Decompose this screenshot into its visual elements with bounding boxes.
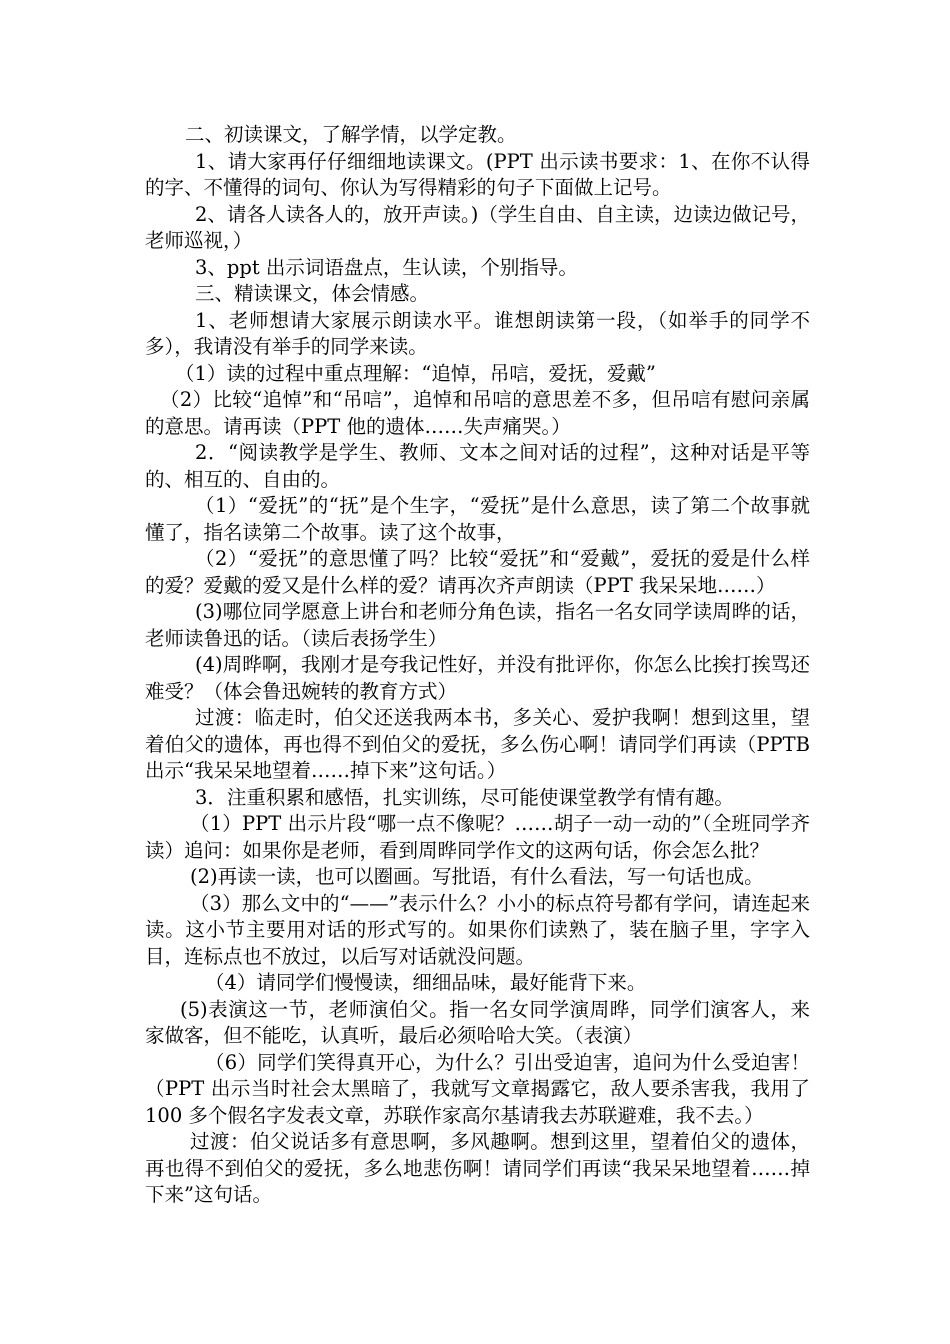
paragraph: （3）那么文中的“——”表示什么？小小的标点符号都有学问，请连起来读。这小节主要用对话的形式写的。如果你们读熟了，装在脑子里，字字入目，连标点也不放过，以后写对话就没问题。: [145, 891, 810, 968]
paragraph: 3、ppt 出示词语盘点，生认读，个别指导。: [195, 255, 578, 279]
paragraph: 2、请各人读各人的，放开声读。)（学生自由、自主读，边读边做记号，老师巡视，）: [145, 202, 810, 252]
paragraph: 1、老师想请大家展示朗读水平。谁想朗读第一段，（如举手的同学不多），我请没有举手的同学来读。: [145, 308, 810, 358]
paragraph: （1）读的过程中重点理解：“追悼，吊唁，爱抚，爱戴”: [175, 361, 656, 385]
paragraph: (5)表演这一节，老师演伯父。指一名女同学演周晔，同学们演客人，来家做客，但不能吃，认真听，最后必须哈哈大笑。（表演）: [145, 997, 810, 1047]
section-heading: 二、初读课文，了解学情，以学定教。: [185, 123, 517, 146]
paragraph: 1、请大家再仔仔细细地读课文。(PPT 出示读书要求：1、在你不认得的字、不懂得的词句、你认为写得精彩的句子下面做上记号。: [145, 149, 810, 199]
paragraph: （1）PPT 出示片段“哪一点不像呢？……胡子一动一动的”（全班同学齐读）追问：如果你是老师，看到周晔同学作文的这两句话，你会怎么批？: [145, 812, 810, 862]
paragraph: （2）比较“追悼”和“吊唁”，追悼和吊唁的意思差不多，但吊唁有慰问亲属的意思。请再读（PPT 他的遗体……失声痛哭。）: [145, 388, 810, 438]
paragraph: （4）请同学们慢慢读，细细品味，最好能背下来。: [205, 971, 647, 994]
section-heading: 三、精读课文，体会情感。: [195, 282, 430, 305]
paragraph: 过渡：临走时，伯父还送我两本书，多关心、爱护我啊！想到这里，望着伯父的遗体，再也得不到伯父的爱抚，多么伤心啊！请同学们再读（PPTB 出示“我呆呆地望着……掉下来”这句话。）: [145, 706, 810, 782]
paragraph: 过渡：伯父说话多有意思啊，多风趣啊。想到这里，望着伯父的遗体，再也得不到伯父的爱抚，多么地悲伤啊！请同学们再读“我呆呆地望着……掉下来”这句话。: [145, 1130, 810, 1206]
paragraph: (2)再读一读，也可以圈画。写批语，有什么看法，写一句话也成。: [190, 865, 764, 888]
paragraph: 3．注重积累和感悟，扎实训练，尽可能使课堂教学有情有趣。: [195, 785, 734, 809]
paragraph: （6）同学们笑得真开心，为什么？引出受迫害，追问为什么受迫害！（PPT 出示当时社会太黑暗了，我就写文章揭露它，敌人要杀害我，我用了 100 多个假名字发表文章，苏联作家高尔基请我去苏联避难，我不去。）: [145, 1050, 810, 1127]
paragraph: 2．“阅读教学是学生、教师、文本之间对话的过程”，这种对话是平等的、相互的、自由的。: [145, 441, 810, 491]
paragraph: （2）“爱抚”的意思懂了吗？比较“爱抚”和“爱戴”，爱抚的爱是什么样的爱？爱戴的爱又是什么样的爱？请再次齐声朗读（PPT 我呆呆地……）: [145, 547, 810, 597]
document-body: [145, 122, 810, 1209]
paragraph: （1）“爱抚”的“抚”是个生字，“爱抚”是什么意思，读了第二个故事就懂了，指名读第二个故事。读了这个故事，: [145, 494, 810, 544]
paragraph: (3)哪位同学愿意上讲台和老师分角色读，指名一名女同学读周晔的话，老师读鲁迅的话。（读后表扬学生）: [145, 600, 810, 650]
paragraph: (4)周晔啊，我刚才是夸我记性好，并没有批评你，你怎么比挨打挨骂还难受？（体会鲁迅婉转的教育方式）: [145, 653, 810, 703]
